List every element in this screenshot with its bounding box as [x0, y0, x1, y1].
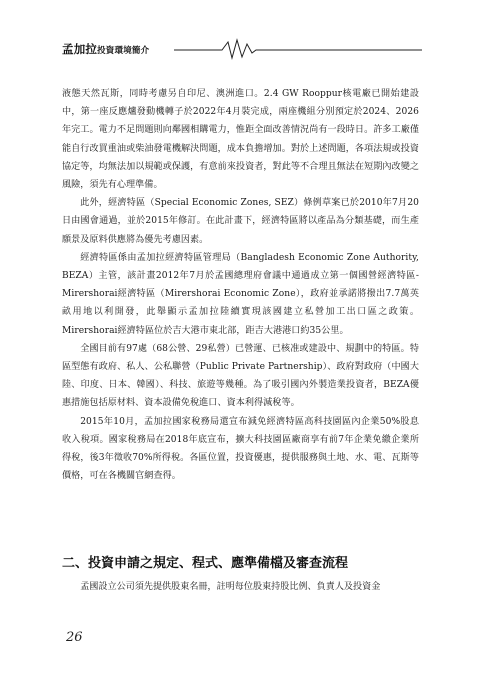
- header-title: [62, 41, 149, 57]
- paragraph-1: 液態天然瓦斯，同時考慮另自印尼、澳洲進口。2.4 GW Rooppur核電廠已開始建設中，第一座反應爐發動機轉子於2022年4月裝完成，兩座機組分別預定於2024、2026年完工。電力不足問題則向鄰國相購電力，惟距全面改善情況尚有一段時日。許多工廠僅能自行改買重油或柴油發電機解決問題，成本負擔增加。對於上述問題，各項法規或投資協定等，均無法加以規範或保護，有意前來投資者，對此等不合理且無法在短期內改變之風險，須先有心理準備。: [62, 89, 419, 191]
- paragraph-6: 孟國設立公司須先提供股東名冊，註明每位股東持股比例、負責人及投資金: [80, 582, 381, 592]
- paragraph-3: 經濟特區係由孟加拉經濟特區管理局（Bangladesh Economic Zone Authority, BEZA）主管，該計畫2012年7月於孟國總理府會議中通過成立第一個國營經濟特區-Mirershorai經濟特區（Mirershorai Economic Zone），政府並承諾將撥出7.7萬英畝用地以利開發，此舉顯示孟加拉陸續實現該國建立私營加工出口區之政策。Mirershorai經濟特區位於吉大港市東北部，距吉大港港口約35公里。: [62, 252, 419, 336]
- paragraph-4: 全國目前有97處（68公營、29私營）已營運、已核准或建設中、規劃中的特區。特區型態有政府、私人、公私聯營（Public Private Partnership）、政府對政府（中國大陸、印度、日本、韓國）、科技、旅遊等幾種。為了吸引國內外製造業投資者，BEZA優惠措施包括原材料、資本設備免稅進口、資本利得減稅等。: [62, 343, 419, 409]
- running-header: [62, 38, 422, 60]
- header-title-main: 孟加拉: [62, 42, 98, 56]
- section-heading: 二、投資申請之規定、程式、應準備檔及審查流程: [62, 556, 349, 571]
- page-number: 26: [66, 630, 83, 645]
- body-text: [62, 85, 419, 485]
- paragraph-2: 此外，經濟特區（Special Economic Zones, SEZ）條例草案已於2010年7月20日由國會通過，並於2015年修訂。在此計畫下，經濟特區將以產品為分類基礎，而生產願景及原料供應將為優先考慮因素。: [62, 198, 419, 245]
- header-title-sub: 投資環境簡介: [97, 46, 150, 56]
- paragraph-5: 2015年10月，孟加拉國家稅務局還宣布減免經濟特區高科技園區內企業50%股息收入稅項。國家稅務局在2018年底宣布，擴大科技園區廠商享有前7年企業免繳企業所得稅，後3年徵收70%所得稅。各區位置，投資優惠，提供服務與土地、水、電、瓦斯等價格，可在各機關官網查得。: [62, 416, 419, 482]
- section-paragraph: [62, 578, 419, 596]
